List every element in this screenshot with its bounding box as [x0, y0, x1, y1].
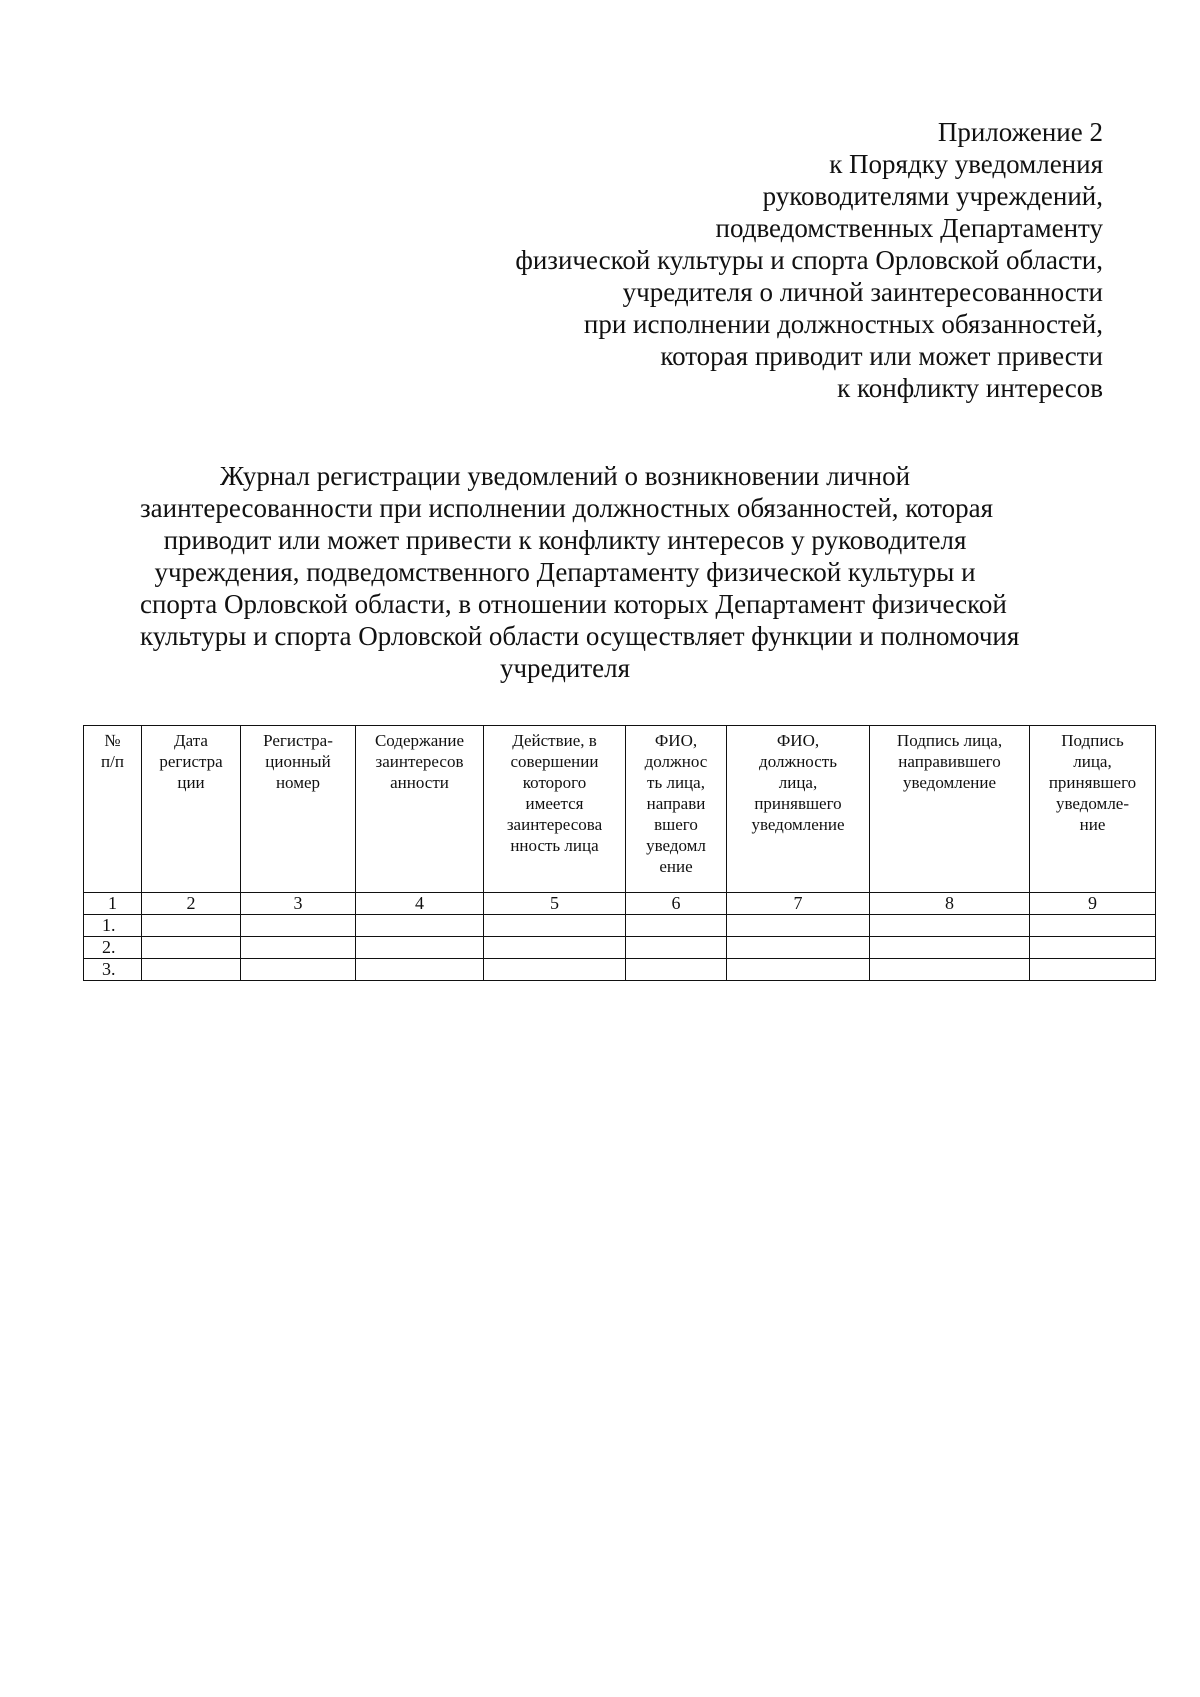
- column-header-line: ФИО,: [776, 731, 820, 750]
- column-header-line: Подпись лица,: [896, 731, 1003, 750]
- journal-title-line: культуры и спорта Орловской области осуществляет функции и полномочия: [140, 621, 1020, 651]
- column-header-line: ционный: [265, 752, 331, 771]
- table-cell: [356, 937, 484, 959]
- journal-title-line: спорта Орловской области, в отношении которых Департамент физической: [140, 589, 1007, 619]
- column-number: 1: [84, 893, 142, 915]
- column-header-line: принявшего: [754, 794, 842, 813]
- table-cell: [142, 959, 241, 981]
- appendix-line: руководителями учреждений,: [762, 181, 1103, 211]
- column-header-line: уведомле-: [1055, 794, 1130, 813]
- table-row: [84, 915, 1156, 937]
- journal-title-line: Журнал регистрации уведомлений о возникновении личной: [219, 461, 911, 491]
- column-header-line: ение: [659, 857, 693, 876]
- column-header-line: Регистра-: [263, 731, 333, 750]
- column-number: 7: [727, 893, 870, 915]
- column-number: 4: [356, 893, 484, 915]
- table-cell: [727, 915, 870, 937]
- column-header-line: вшего: [654, 815, 698, 834]
- table-cell: [142, 937, 241, 959]
- column-number: 8: [870, 893, 1030, 915]
- registration-table: [83, 725, 1156, 981]
- row-number: 1.: [84, 915, 142, 937]
- table-body: [84, 893, 1156, 981]
- column-header: [626, 726, 727, 893]
- column-header-line: должность: [759, 752, 837, 771]
- journal-title-line: приводит или может привести к конфликту интересов у руководителя: [163, 525, 967, 555]
- table-cell: [1030, 959, 1156, 981]
- column-header-line: совершении: [510, 752, 599, 771]
- table-cell: [626, 959, 727, 981]
- column-header-line: направившего: [898, 752, 1001, 771]
- table-cell: [356, 915, 484, 937]
- column-header: [484, 726, 626, 893]
- column-header-line: уведомление: [902, 773, 997, 792]
- appendix-line: Приложение 2: [937, 117, 1103, 147]
- column-header-line: которого: [522, 773, 587, 792]
- column-header-line: ние: [1079, 815, 1106, 834]
- column-header-line: №: [104, 731, 121, 750]
- column-header-line: лица,: [778, 773, 818, 792]
- table-cell: [241, 915, 356, 937]
- table-cell: [356, 959, 484, 981]
- table-cell: [626, 915, 727, 937]
- column-header-line: Дата: [174, 731, 208, 750]
- column-header-line: анности: [390, 773, 449, 792]
- column-header-line: Подпись: [1061, 731, 1124, 750]
- appendix-line: к конфликту интересов: [837, 373, 1103, 403]
- column-header-line: нность лица: [510, 836, 599, 855]
- row-number: 3.: [84, 959, 142, 981]
- column-header-line: ФИО,: [654, 731, 698, 750]
- column-header-line: принявшего: [1048, 773, 1137, 792]
- column-header-line: лица,: [1073, 752, 1112, 771]
- column-number: 9: [1030, 893, 1156, 915]
- column-header-line: Действие, в: [512, 731, 597, 750]
- column-header-line: Содержание: [374, 731, 465, 750]
- table-cell: [484, 959, 626, 981]
- column-header-line: направи: [646, 794, 706, 813]
- journal-title: [140, 460, 1020, 684]
- column-header: [356, 726, 484, 893]
- column-header-line: ть лица,: [647, 773, 705, 792]
- column-number: 6: [626, 893, 727, 915]
- appendix-line: учредителя о личной заинтересованности: [622, 277, 1103, 307]
- column-header-line: уведомление: [751, 815, 845, 834]
- appendix-line: подведомственных Департаменту: [715, 213, 1103, 243]
- appendix-line: физической культуры и спорта Орловской области,: [515, 245, 1103, 275]
- journal-title-line: учреждения, подведомственного Департаменту физической культуры и: [154, 557, 976, 587]
- header-row: [84, 726, 1156, 893]
- table-cell: [626, 937, 727, 959]
- journal-title-line: заинтересованности при исполнении должностных обязанностей, которая: [140, 493, 993, 523]
- table-cell: [484, 937, 626, 959]
- column-header-line: п/п: [101, 752, 124, 771]
- column-number: 5: [484, 893, 626, 915]
- table-cell: [870, 915, 1030, 937]
- appendix-line: которая приводит или может привести: [660, 341, 1103, 371]
- table-cell: [1030, 937, 1156, 959]
- table-row: [84, 959, 1156, 981]
- table-cell: [727, 937, 870, 959]
- column-header: [84, 726, 142, 893]
- row-number: 2.: [84, 937, 142, 959]
- table-cell: [241, 937, 356, 959]
- column-header-line: заинтересов: [375, 752, 464, 771]
- column-header-line: заинтересова: [506, 815, 603, 834]
- column-header-line: должнос: [644, 752, 708, 771]
- appendix-header: [515, 116, 1103, 404]
- table-cell: [870, 937, 1030, 959]
- table-cell: [484, 915, 626, 937]
- column-header: [241, 726, 356, 893]
- column-header-line: номер: [275, 773, 321, 792]
- column-header-line: ции: [177, 773, 205, 792]
- appendix-line: к Порядку уведомления: [829, 149, 1103, 179]
- column-header-line: имеется: [525, 794, 584, 813]
- column-header: [870, 726, 1030, 893]
- table-cell: [1030, 915, 1156, 937]
- column-number-row: [84, 893, 1156, 915]
- journal-title-line: учредителя: [499, 653, 631, 683]
- column-header: [142, 726, 241, 893]
- column-header-line: регистра: [159, 752, 223, 771]
- column-header: [727, 726, 870, 893]
- table-cell: [727, 959, 870, 981]
- appendix-line: при исполнении должностных обязанностей,: [583, 309, 1103, 339]
- table-cell: [142, 915, 241, 937]
- table-row: [84, 937, 1156, 959]
- column-number: 2: [142, 893, 241, 915]
- column-header-line: уведомл: [646, 836, 706, 855]
- column-header: [1030, 726, 1156, 893]
- table-cell: [241, 959, 356, 981]
- table-cell: [870, 959, 1030, 981]
- column-number: 3: [241, 893, 356, 915]
